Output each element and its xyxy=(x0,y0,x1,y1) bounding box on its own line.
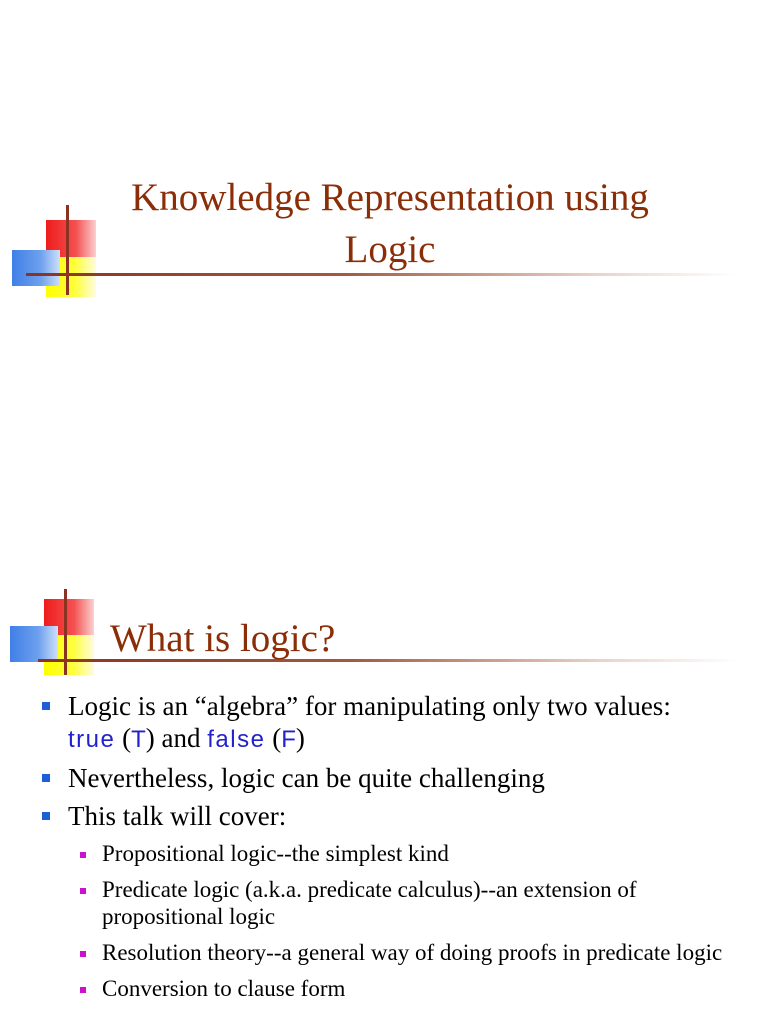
code-F: F xyxy=(281,726,296,753)
square-sub-bullet-icon xyxy=(80,888,86,894)
slide-title: What is logic? xyxy=(110,617,336,660)
sub-bullet-text: Resolution theory--a general way of doing proofs in predicate logic xyxy=(102,940,723,965)
square-bullet-icon xyxy=(42,812,50,820)
bullet-item xyxy=(0,690,768,756)
sub-bullet-text: Predicate logic (a.k.a. predicate calculus)--an extension of propositional logic xyxy=(102,877,637,929)
bullet-text: ( xyxy=(265,723,282,753)
bullet-text: This talk will cover: xyxy=(68,801,287,831)
bullet-item xyxy=(0,800,768,832)
bullet-text: ( xyxy=(115,723,132,753)
sub-bullet-item xyxy=(0,876,768,930)
slide-title-line-2: Logic xyxy=(344,228,436,271)
bullet-list xyxy=(0,690,768,1011)
slide-logo-icon xyxy=(12,205,112,300)
bullet-text: ) xyxy=(295,723,305,753)
code-true: true xyxy=(68,726,116,753)
sub-bullet-item xyxy=(0,840,768,867)
sub-bullet-text: Conversion to clause form xyxy=(102,976,346,1001)
sub-bullet-item xyxy=(0,975,768,1002)
bullet-text: Nevertheless, logic can be quite challenging xyxy=(68,763,545,793)
bullet-text: Logic is an “algebra” for manipulating only two values: xyxy=(68,691,671,721)
logo-vertical-line xyxy=(66,205,69,295)
logo-blue-square xyxy=(12,250,60,286)
bullet-item xyxy=(0,762,768,794)
square-sub-bullet-icon xyxy=(80,852,86,858)
code-false: false xyxy=(207,726,266,753)
sub-bullet-text: Propositional logic--the simplest kind xyxy=(102,841,449,866)
slide-title xyxy=(100,172,680,276)
sub-bullet-item xyxy=(0,939,768,966)
square-bullet-icon xyxy=(42,774,50,782)
slide-logo-icon xyxy=(10,589,110,684)
slide-title-line-1: Knowledge Representation using xyxy=(131,176,649,219)
square-sub-bullet-icon xyxy=(80,951,86,957)
square-bullet-icon xyxy=(42,702,50,710)
code-T: T xyxy=(131,726,146,753)
square-sub-bullet-icon xyxy=(80,987,86,993)
logo-vertical-line xyxy=(64,589,67,675)
slide-2 xyxy=(0,512,768,1024)
bullet-text: ) and xyxy=(145,723,208,753)
logo-blue-square xyxy=(10,626,58,662)
